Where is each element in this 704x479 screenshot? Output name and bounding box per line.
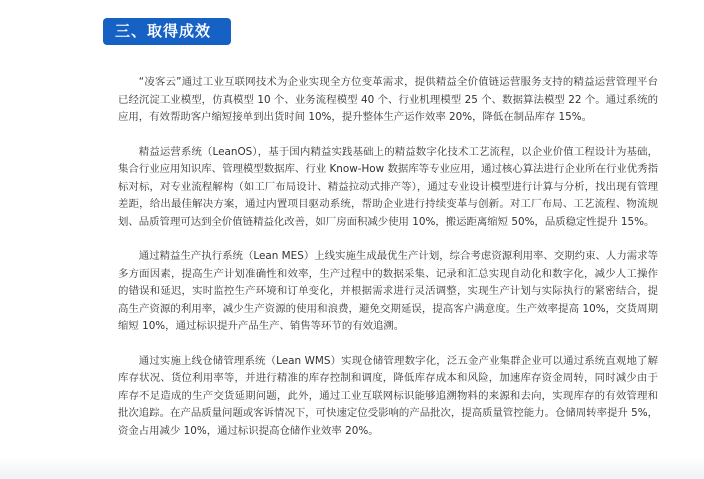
paragraph-overview: “凌客云”通过工业互联网技术为企业实现全方位变革需求，提供精益全价值链运营服务支持的精益运营管理平台已经沉淀工业模型，仿真模型 10 个、业务流程模型 40 个、行业机理模型 25 个、数据算法模型 22 个。通过系统的应用，有效帮助客户缩短接单到出货时间 10%，提升整体生产运作效率 20%，降低在制品库存 15%。 <box>118 76 658 123</box>
section-title: 三、取得成效 <box>103 18 231 45</box>
paragraph-lean-wms: 通过实施上线仓储管理系统（Lean WMS）实现仓储管理数字化，泛五金产业集群企业可以通过系统直观地了解库存状况、货位利用率等，并进行精准的库存控制和调度，降低库存成本和风险，加速库存资金周转，同时减少由于库存不足造成的生产交货延期问题，此外，通过工业互联网标识能够追溯物料的来源和去向，实现库存的有效管理和批次追踪。在产品质量问题或客诉情况下，可快速定位受影响的产品批次，提高质量管控能力。仓储周转率提升 5%，资金占用减少 10%，通过标识提高仓储作业效率 20%。 <box>118 354 658 437</box>
paragraph-leanos: 精益运营系统（LeanOS），基于国内精益实践基础上的精益数字化技术工艺流程，以企业价值工程设计为基础，集合行业应用知识库、管理模型数据库、行业 Know-How 数据库等专业应用，通过核心算法进行企业所在行业优秀指标对标，对专业流程解构（如工厂布局设计、精益拉动式排产等），通过专业设计模型进行计算与分析，找出现有管理差距，给出最佳解决方案，通过内置项目驱动系统，帮助企业进行持续变革与创新。对工厂布局、工艺流程、物流规划、品质管理可达到全价值链精益化改善，如厂房面积减少使用 10%，搬运距离缩短 50%，品质稳定性提升 15%。 <box>118 145 658 228</box>
paragraph-lean-mes: 通过精益生产执行系统（Lean MES）上线实施生成最优生产计划，综合考虑资源利用率、交期约束、人力需求等多方面因素，提高生产计划准确性和效率，生产过程中的数据采集、记录和汇总实现自动化和数字化，减少人工操作的错误和延迟，实时监控生产环境和订单变化，并根据需求进行灵活调整，实现生产计划与实际执行的紧密结合，提高生产资源的利用率，减少生产资源的使用和浪费，避免交期延误，提高客户满意度。生产效率提高 10%，交货周期缩短 10%，通过标识提升产品生产、销售等环节的有效追溯。 <box>118 250 658 332</box>
body-content <box>118 74 658 457</box>
bottom-shadow <box>0 457 704 479</box>
